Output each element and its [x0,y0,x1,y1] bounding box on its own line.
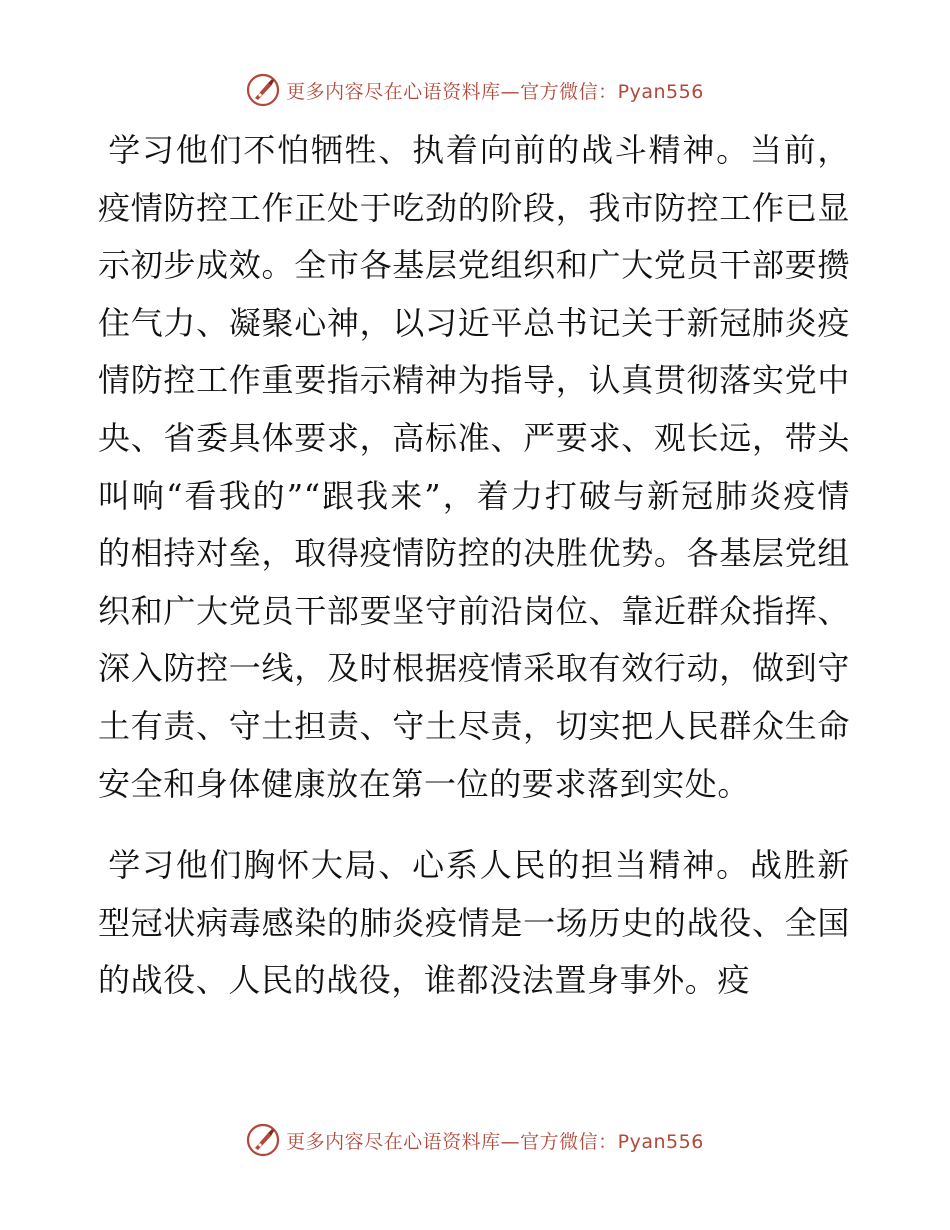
paragraph: 学习他们胸怀大局、心系人民的担当精神。战胜新型冠状病毒感染的肺炎疫情是一场历史的战役、全国的战役、人民的战役，谁都没法置身事外。疫 [98,846,850,1000]
watermark-text: 更多内容尽在心语资料库—官方微信：Pyan556 [286,1130,704,1153]
pen-nib-logo-icon [246,73,280,107]
footer-watermark [0,1120,950,1160]
pen-nib-logo-icon [246,1123,280,1157]
header-watermark [0,70,950,110]
watermark-text: 更多内容尽在心语资料库—官方微信：Pyan556 [286,80,704,103]
paragraph: 学习他们不怕牺牲、执着向前的战斗精神。当前，疫情防控工作正处于吃劲的阶段，我市防控工作已显示初步成效。全市各基层党组织和广大党员干部要攒住气力、凝聚心神，以习近平总书记关于新冠肺炎疫情防控工作重要指示精神为指导，认真贯彻落实党中央、省委具体要求，高标准、严要求、观长远，带头叫响“看我的”“跟我来”，着力打破与新冠肺炎疫情的相持对垒，取得疫情防控的决胜优势。各基层党组织和广大党员干部要坚守前沿岗位、靠近群众指挥、深入防控一线，及时根据疫情采取有效行动，做到守土有责、守土担责、守土尽责，切实把人民群众生命安全和身体健康放在第一位的要求落到实处。 [98,131,850,803]
document-body [98,122,850,1010]
